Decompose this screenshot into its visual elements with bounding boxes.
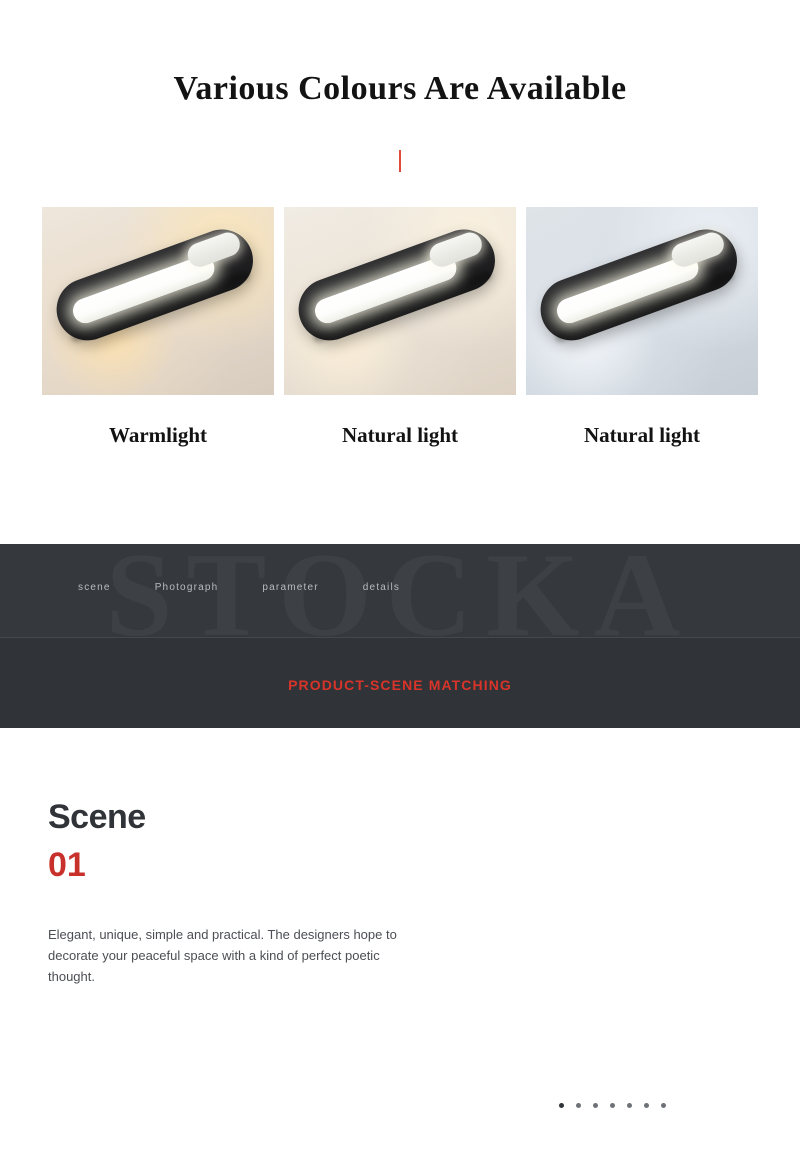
lamp-illustration [48, 221, 262, 349]
colour-card-label: Natural light [341, 423, 459, 448]
lamp-illustration [290, 221, 504, 349]
page-title: Various Colours Are Available [173, 70, 627, 107]
pagination-dot[interactable] [559, 1103, 564, 1108]
colour-card-label: Warmlight [109, 423, 207, 448]
scene-number: 01 [48, 846, 86, 885]
nav-item-photograph[interactable]: Photograph [154, 582, 219, 594]
scene-heading: Scene [48, 798, 146, 837]
pagination-dot[interactable] [661, 1103, 666, 1108]
pagination-dot[interactable] [576, 1103, 581, 1108]
scene-matching-band [0, 544, 800, 728]
nav-item-details[interactable]: details [362, 582, 401, 594]
band-divider [0, 637, 800, 638]
colour-card-label: Natural light [583, 423, 701, 448]
nav-item-parameter[interactable]: parameter [262, 582, 319, 594]
section-nav [0, 544, 800, 593]
nav-item-scene[interactable]: scene [78, 582, 111, 594]
scene-block [0, 728, 800, 987]
pagination-dot[interactable] [610, 1103, 615, 1108]
accent-rule [399, 150, 401, 172]
colour-card[interactable] [284, 207, 516, 448]
ceiling-lamp-warm-light-photo [42, 207, 274, 395]
pagination-dot[interactable] [627, 1103, 632, 1108]
ceiling-lamp-natural-light-cool-photo [526, 207, 758, 395]
pagination-dot[interactable] [593, 1103, 598, 1108]
lamp-illustration [532, 221, 746, 349]
ceiling-lamp-natural-light-photo [284, 207, 516, 395]
colour-card[interactable] [526, 207, 758, 448]
carousel-pagination[interactable] [559, 1103, 666, 1108]
scene-description: Elegant, unique, simple and practical. The designers hope to decorate your peaceful space with a kind of perfect poetic thought. [48, 927, 397, 985]
colour-card-list [0, 207, 800, 448]
colours-section [0, 0, 800, 448]
band-title: PRODUCT-SCENE MATCHING [288, 677, 512, 694]
pagination-dot[interactable] [644, 1103, 649, 1108]
accent-divider [0, 150, 800, 172]
colour-card[interactable] [42, 207, 274, 448]
